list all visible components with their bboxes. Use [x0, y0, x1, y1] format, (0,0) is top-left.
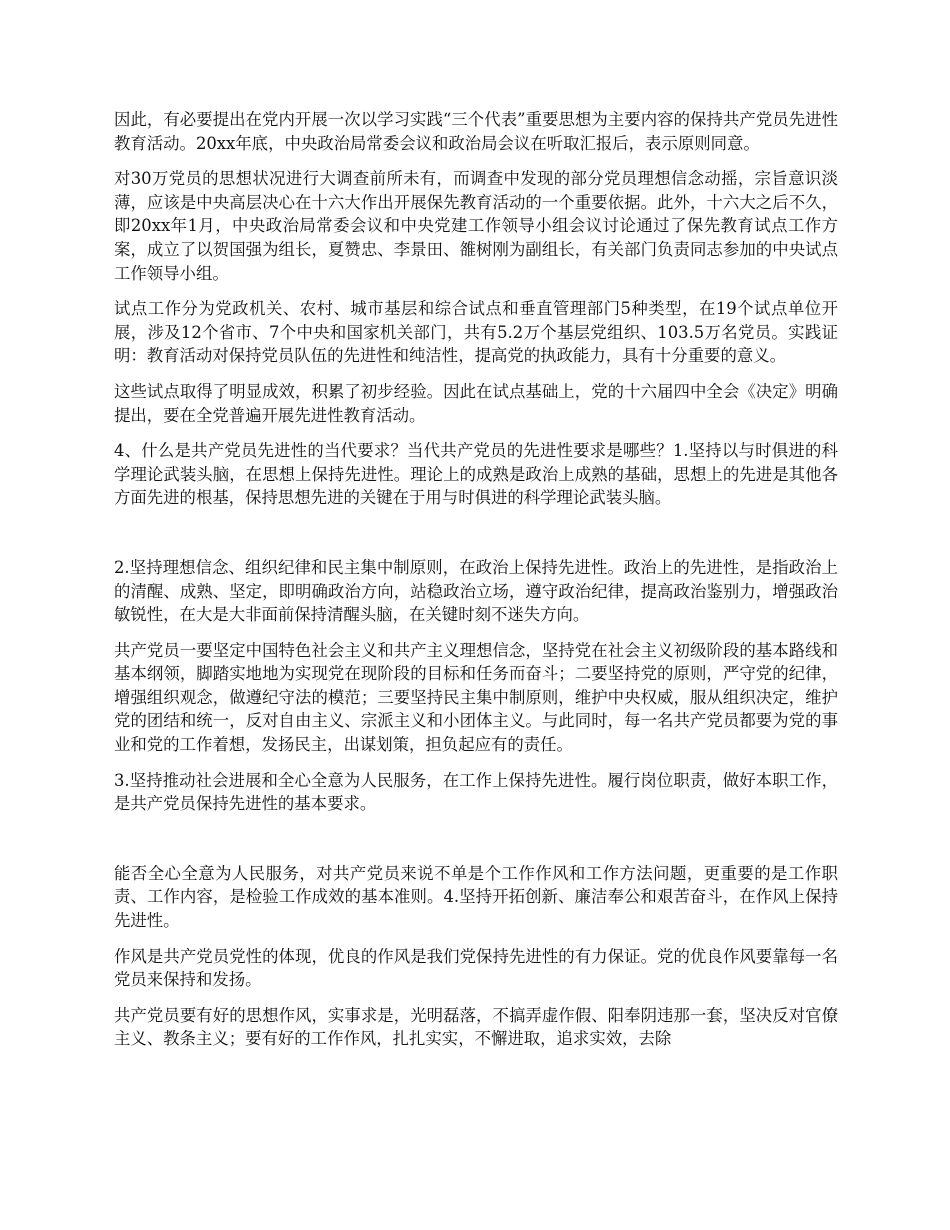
paragraph: 能否全心全意为人民服务，对共产党员来说不单是个工作作风和工作方法问题，更重要的是工作职责、工作内容，是检验工作成效的基本准则。4.坚持开拓创新、廉洁奉公和艰苦奋斗，在作风上保持先进性。 [114, 863, 838, 931]
paragraph: 共产党员一要坚定中国特色社会主义和共产主义理想信念，坚持党在社会主义初级阶段的基本路线和基本纲领，脚踏实地地为实现党在现阶段的目标和任务而奋斗；二要坚持党的原则，严守党的纪律，增强组织观念，做遵纪守法的模范；三要坚持民主集中制原则，维护中央权威，服从组织决定，维护党的团结和统一，反对自由主义、宗派主义和小团体主义。与此同时，每一名共产党员都要为党的事业和党的工作着想，发扬民主，出谋划策，担负起应有的责任。 [114, 640, 838, 755]
paragraph: 共产党员要有好的思想作风，实事求是，光明磊落，不搞弄虚作假、阳奉阴违那一套，坚决反对官僚主义、教条主义；要有好的工作作风，扎扎实实，不懈进取，追求实效，去除 [114, 1005, 838, 1049]
paragraph: 3.坚持推动社会进展和全心全意为人民服务，在工作上保持先进性。履行岗位职责，做好本职工作，是共产党员保持先进性的基本要求。 [114, 770, 838, 814]
paragraph: 对30万党员的思想状况进行大调查前所未有，而调查中发现的部分党员理想信念动摇，宗旨意识淡薄，应该是中央高层决心在十六大作出开展保先教育活动的一个重要依据。此外，十六大之后不久，即20xx年1月，中央政治局常委会议和中央党建工作领导小组会议讨论通过了保先教育试点工作方案，成立了以贺国强为组长，夏赞忠、李景田、雒树刚为副组长，有关部门负责同志参加的中央试点工作领导小组。 [114, 169, 838, 283]
paragraph: 试点工作分为党政机关、农村、城市基层和综合试点和垂直管理部门5种类型，在19个试点单位开展，涉及12个省市、7个中央和国家机关部门，共有5.2万个基层党组织、103.5万名党员。实践证明：教育活动对保持党员队伍的先进性和纯洁性，提高党的执政能力，具有十分重要的意义。 [114, 299, 838, 366]
document-page [114, 108, 838, 1063]
paragraph: 4、什么是共产党员先进性的当代要求？当代共产党员的先进性要求是哪些？1.坚持以与时俱进的科学理论武装头脑，在思想上保持先进性。理论上的成熟是政治上成熟的基础，思想上的先进是其他各方面先进的根基，保持思想先进的关键在于用与时俱进的科学理论武装头脑。 [114, 441, 838, 508]
paragraph: 作风是共产党员党性的体现，优良的作风是我们党保持先进性的有力保证。党的优良作风要靠每一名党员来保持和发扬。 [114, 946, 838, 990]
paragraph-gap [114, 522, 838, 556]
paragraph: 2.坚持理想信念、组织纪律和民主集中制原则，在政治上保持先进性。政治上的先进性，是指政治上的清醒、成熟、坚定，即明确政治方向，站稳政治立场，遵守政治纪律，提高政治鉴别力，增强政治敏锐性，在大是大非面前保持清醒头脑，在关键时刻不迷失方向。 [114, 557, 838, 625]
paragraph-gap [114, 828, 838, 862]
paragraph: 因此，有必要提出在党内开展一次以学习实践“三个代表”重要思想为主要内容的保持共产党员先进性教育活动。20xx年底，中央政治局常委会议和政治局会议在听取汇报后，表示原则同意。 [114, 110, 838, 153]
paragraph: 这些试点取得了明显成效，积累了初步经验。因此在试点基础上，党的十六届四中全会《决定》明确提出，要在全党普遍开展先进性教育活动。 [114, 381, 838, 425]
